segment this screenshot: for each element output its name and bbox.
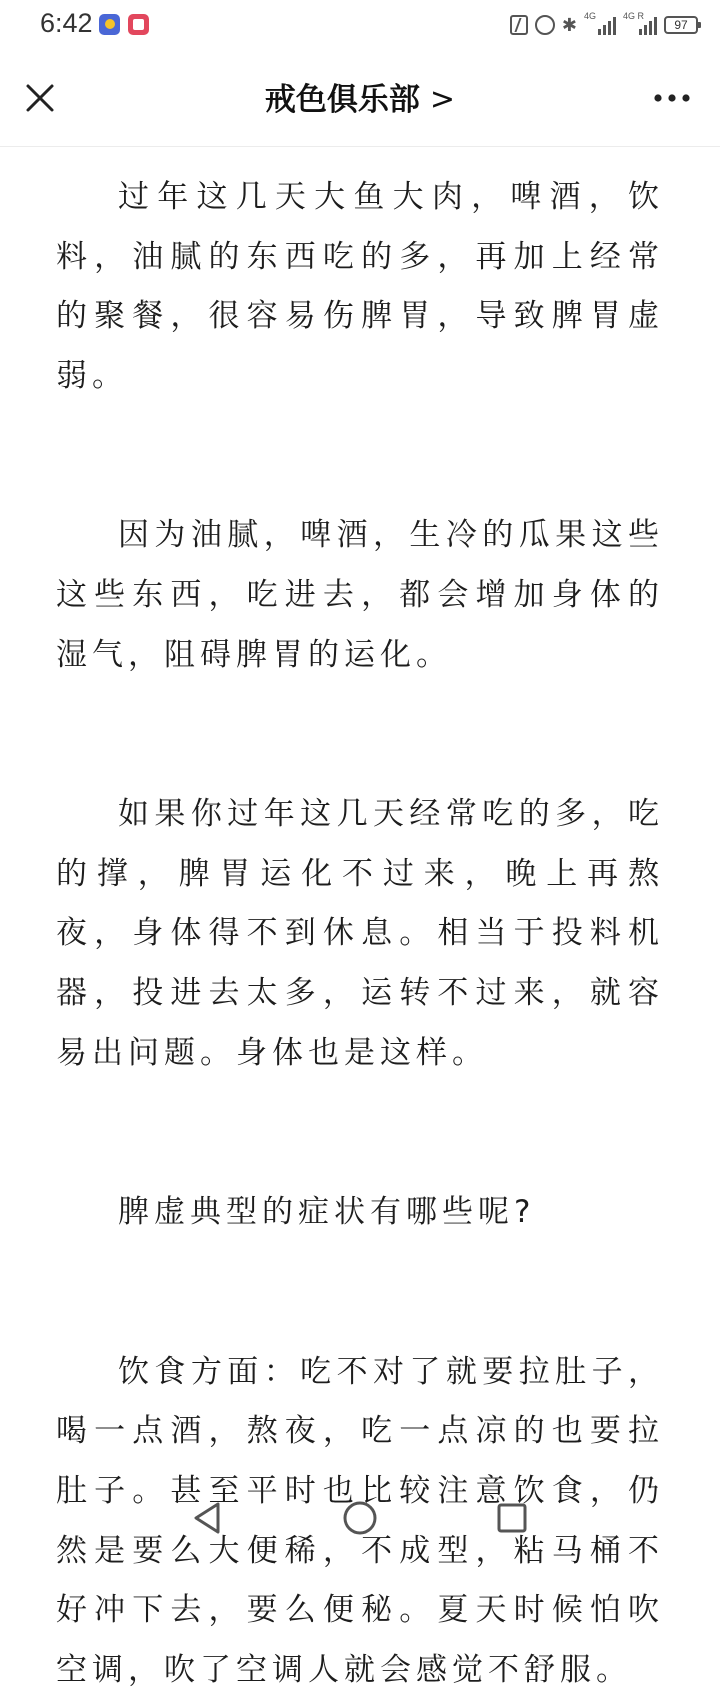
book-app-notification-icon — [128, 14, 149, 35]
chevron-right-icon: > — [429, 82, 456, 117]
account-title-link[interactable] — [150, 78, 570, 122]
article-paragraph: 脾虚典型的症状有哪些呢? — [118, 1194, 536, 1231]
status-time: 6:42 — [40, 8, 93, 38]
back-triangle-icon — [188, 1498, 228, 1538]
signal-label-sim1: 4G — [584, 11, 597, 21]
signal-icon-sim1 — [584, 11, 616, 35]
recents-square-icon — [492, 1498, 532, 1538]
home-button[interactable] — [340, 1498, 380, 1538]
alarm-icon — [535, 15, 555, 35]
nfc-icon — [510, 15, 528, 35]
home-circle-icon — [340, 1498, 380, 1538]
status-bar — [0, 0, 720, 54]
article-paragraph: 因为油腻，啤酒，生冷的瓜果这些这些东西，吃进去，都会增加身体的湿气，阻碍脾胃的运化。 — [56, 517, 664, 673]
more-button[interactable] — [646, 72, 698, 124]
article-paragraph: 如果你过年这几天经常吃的多，吃的撑，脾胃运化不过来，晚上再熬夜，身体得不到休息。相当于投料机器，投进去太多，运转不过来，就容易出问题。身体也是这样。 — [56, 796, 664, 1071]
bluetooth-icon: ✱ — [561, 14, 577, 36]
close-button[interactable] — [14, 72, 66, 124]
account-title: 戒色俱乐部 — [264, 82, 420, 118]
article-paragraph: 饮食方面：吃不对了就要拉肚子，喝一点酒，熬夜，吃一点凉的也要拉肚子。甚至平时也比较注意饮食，仍然是要么大便稀，不成型，粘马桶不好冲下去，要么便秘。夏天时候怕吹空调，吹了空调人就会感觉不舒服。 — [56, 1353, 664, 1688]
system-navigation-bar — [0, 1470, 720, 1560]
signal-label-sim2: 4G R — [623, 11, 645, 21]
battery-icon: 97 — [664, 16, 698, 34]
recents-button[interactable] — [492, 1498, 532, 1538]
back-button[interactable] — [188, 1498, 228, 1538]
more-icon — [646, 72, 698, 124]
app-notification-icon — [99, 14, 120, 35]
status-indicators — [510, 12, 698, 38]
article-paragraph: 过年这几天大鱼大肉，啤酒，饮料，油腻的东西吃的多，再加上经常的聚餐，很容易伤脾胃，导致脾胃虚弱。 — [56, 179, 664, 394]
close-icon — [14, 72, 66, 124]
top-nav — [0, 54, 720, 147]
signal-icon-sim2 — [623, 11, 657, 35]
